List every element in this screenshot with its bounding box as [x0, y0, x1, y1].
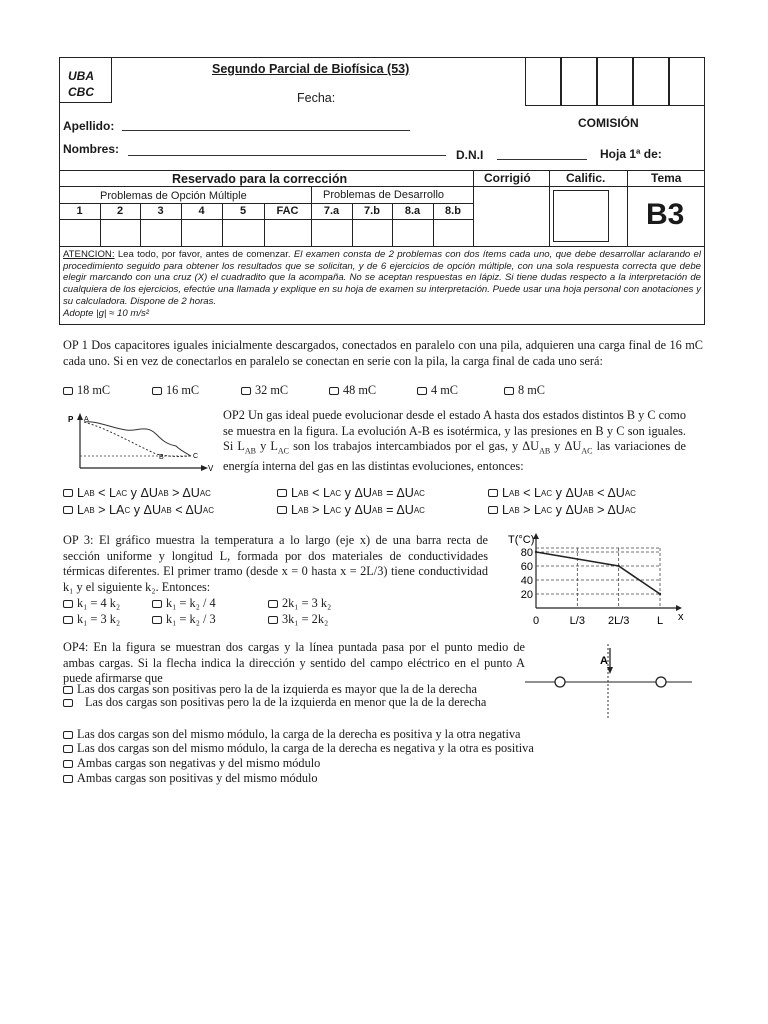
- col-7b: 7.b: [364, 205, 380, 217]
- reservado-label: Reservado para la corrección: [172, 172, 348, 186]
- apellido-label: Apellido:: [63, 119, 115, 133]
- comision-label: COMISIÓN: [578, 116, 639, 130]
- op2-option-6[interactable]: L AB > L AC y ΔU AB > ΔU AC: [488, 503, 636, 517]
- uba-label: UBA: [68, 69, 94, 83]
- opcion-multiple-label: Problemas de Opción Múltiple: [100, 190, 247, 202]
- temperature-point: [535, 551, 537, 553]
- a-point-label: A: [84, 416, 89, 423]
- corrigio-label: Corrigió: [484, 171, 531, 185]
- checkbox[interactable]: [63, 686, 73, 694]
- nombres-label: Nombres:: [63, 142, 120, 156]
- y-tick-label: 80: [520, 547, 533, 559]
- op2-option-4[interactable]: L AB > LA C y ΔU AB < ΔU AC: [63, 503, 214, 517]
- temperature-point: [617, 565, 619, 567]
- y-tick-label: 20: [520, 589, 533, 601]
- calific-label: Calific.: [566, 171, 606, 185]
- checkbox[interactable]: [488, 506, 498, 514]
- col-fac: FAC: [276, 205, 299, 217]
- checkbox[interactable]: [63, 745, 73, 753]
- op3-option-5[interactable]: k₁ = k₂ / 3: [152, 612, 216, 627]
- checkbox[interactable]: [63, 489, 73, 497]
- checkbox[interactable]: [63, 600, 73, 608]
- checkbox[interactable]: [417, 387, 427, 395]
- checkbox[interactable]: [152, 616, 162, 624]
- op4-option-4[interactable]: Las dos cargas son del mismo módulo, la carga de la derecha es negativa y la otra es positiva: [63, 741, 534, 756]
- x-tick-label: 2L/3: [607, 615, 630, 627]
- right-charge: [656, 677, 666, 687]
- op2-pv-diagram: [66, 410, 216, 478]
- y-tick-label: 60: [520, 561, 533, 573]
- op3-text: OP 3: El gráfico muestra la temperatura a lo largo (eje x) de una barra recta de sección uniforme y longitud L, formada por dos materiales de conductividades térmicas diferentes. El primer tramo (desde x = 0 hasta x = 2L/3) tiene conductividad k₁ y el siguiente k₂. Entonces:: [63, 533, 488, 594]
- checkbox[interactable]: [488, 489, 498, 497]
- c-point-label: C: [193, 453, 199, 460]
- dni-field[interactable]: [497, 159, 587, 160]
- op2-text: OP2 Un gas ideal puede evolucionar desde el estado A hasta dos estados distintos B y C como se muestra en la figura. La evolución A-B es isotérmica, y las presiones en B y C son iguales. Si $L_{AB}$ y $L_{AC}$ son los trabajos intercambiados por el gas, y $\Delta U_{AB}$ y $\Delta U_{AC}$ las variaciones de energía interna del gas en las distintas evoluciones, entonces:: [223, 408, 687, 473]
- col-7a: 7.a: [323, 205, 340, 217]
- grade-boxes: [525, 57, 705, 107]
- op4-option-6[interactable]: Ambas cargas son positivas y del mismo módulo: [63, 771, 318, 786]
- checkbox[interactable]: [277, 506, 287, 514]
- checkbox[interactable]: [63, 699, 73, 707]
- op2-option-5[interactable]: L AB > L AC y ΔU AB = ΔU AC: [277, 503, 425, 517]
- x-tick-label: 0: [532, 615, 540, 627]
- checkbox[interactable]: [152, 600, 162, 608]
- attention-label: ATENCION:: [63, 249, 115, 260]
- op3-option-6[interactable]: 3k₁ = 2k₂: [268, 612, 328, 627]
- op1-option-4[interactable]: 48 mC: [329, 383, 376, 398]
- x-tick-label: L/3: [569, 615, 585, 627]
- op2-option-2[interactable]: L AB < L AC y ΔU AB = ΔU AC: [277, 486, 425, 500]
- col-8b: 8.b: [445, 205, 461, 217]
- exam-title: Segundo Parcial de Biofísica (53): [212, 62, 410, 76]
- checkbox[interactable]: [63, 775, 73, 783]
- op4-text: OP4: En la figura se muestran dos cargas y la línea puntada pasa por el punto medio de ambas cargas. Si la flecha indica la dirección y sentido del campo eléctrico en el punto A puede afirmarse que: [63, 640, 525, 685]
- hoja-label: Hoja 1ª de:: [600, 147, 662, 161]
- col-2: 2: [116, 205, 124, 217]
- op3-option-1[interactable]: k₁ = 4 k₂: [63, 596, 120, 611]
- op1-option-2[interactable]: 16 mC: [152, 383, 199, 398]
- checkbox[interactable]: [63, 731, 73, 739]
- checkbox[interactable]: [504, 387, 514, 395]
- checkbox[interactable]: [268, 616, 278, 624]
- op4-option-5[interactable]: Ambas cargas son negativas y del mismo módulo: [63, 756, 320, 771]
- col-3: 3: [157, 205, 164, 217]
- op4-option-2[interactable]: Las dos cargas son positivas pero la de la izquierda en menor que la de la derecha: [63, 695, 529, 711]
- checkbox[interactable]: [241, 387, 251, 395]
- b-point-label: B: [159, 454, 164, 461]
- col-1: 1: [76, 205, 83, 217]
- op3-option-3[interactable]: 2k₁ = 3 k₂: [268, 596, 331, 611]
- desarrollo-label: Problemas de Desarrollo: [323, 189, 445, 201]
- op1-option-6[interactable]: 8 mC: [504, 383, 545, 398]
- calific-box[interactable]: [553, 190, 609, 242]
- col-8a: 8.a: [404, 205, 421, 217]
- p-axis-label: P: [68, 415, 74, 424]
- fecha-label: Fecha:: [297, 91, 336, 105]
- attention-notice: [63, 249, 701, 319]
- v-axis-label: V: [208, 464, 214, 473]
- attention-adopte: Adopte |g| ≈ 10 m/s²: [63, 307, 149, 319]
- checkbox[interactable]: [268, 600, 278, 608]
- op1-text: OP 1 Dos capacitores iguales inicialmente descargados, conectados en paralelo con una pila, adquieren una carga final de 16 mC cada uno. Si en vez de conectarlos en paralelo se conectan en serie con la pila, la carga final de cada uno será:: [63, 338, 703, 368]
- op3-option-2[interactable]: k₁ = k₂ / 4: [152, 596, 216, 611]
- checkbox[interactable]: [63, 760, 73, 768]
- apellido-field[interactable]: [122, 130, 410, 131]
- checkbox[interactable]: [329, 387, 339, 395]
- temperature-chart: [500, 530, 690, 630]
- op1-option-5[interactable]: 4 mC: [417, 383, 458, 398]
- attention-plain: Lea todo, por favor, antes de comenzar.: [114, 249, 294, 260]
- col-4: 4: [198, 205, 205, 217]
- x-tick-label: L: [656, 615, 664, 627]
- tema-value: B3: [646, 198, 685, 231]
- op3-option-4[interactable]: k₁ = 3 k₂: [63, 612, 120, 627]
- dni-label: D.N.I: [456, 148, 484, 162]
- checkbox[interactable]: [152, 387, 162, 395]
- temperature-series-line: [536, 552, 660, 594]
- checkbox[interactable]: [63, 506, 73, 514]
- op2-option-3[interactable]: L AB < L AC y ΔU AB < ΔU AC: [488, 486, 636, 500]
- op4-option-1[interactable]: Las dos cargas son positivas pero la de la izquierda es mayor que la de la derecha: [63, 682, 477, 697]
- temperature-point: [659, 593, 661, 595]
- attention-body: El examen consta de 2 problemas con dos ítems cada uno, que debe desarrollar aclarando el procedimiento seguido para obtener los resultados que se solicitan, y de 6 ejercicios de opción múltiple, con una sola respuesta correcta que debe elegir marcando con una cruz (X) el cuadradito que la acompaña. No se aceptan respuestas en lápiz. Si tiene dudas respecto a la interpretación de cualquiera de los ejercicios, efectúe una llamada y explique en su hoja de examen su interpretación. Puede usar una hoja personal con anotaciones y su calculadora. Dispone de 2 horas.: [63, 249, 701, 307]
- op1-option-3[interactable]: 32 mC: [241, 383, 288, 398]
- tema-label: Tema: [651, 171, 682, 185]
- checkbox[interactable]: [63, 387, 73, 395]
- x-axis-label: x: [678, 611, 684, 623]
- op1-option-1[interactable]: 18 mC: [63, 383, 110, 398]
- point-a-label: A: [600, 655, 608, 667]
- checkbox[interactable]: [277, 489, 287, 497]
- checkbox[interactable]: [63, 616, 73, 624]
- left-charge: [555, 677, 565, 687]
- op2-option-1[interactable]: L AB < L AC y ΔU AB > ΔU AC: [63, 486, 211, 500]
- y-axis-label: T(°C): [508, 534, 535, 546]
- col-5: 5: [239, 205, 247, 217]
- cbc-label: CBC: [68, 85, 94, 99]
- nombres-field[interactable]: [128, 155, 446, 156]
- op4-charges-figure: [520, 640, 695, 720]
- op4-option-3[interactable]: Las dos cargas son del mismo módulo, la carga de la derecha es positiva y la otra negativa: [63, 727, 520, 742]
- y-tick-label: 40: [520, 575, 533, 587]
